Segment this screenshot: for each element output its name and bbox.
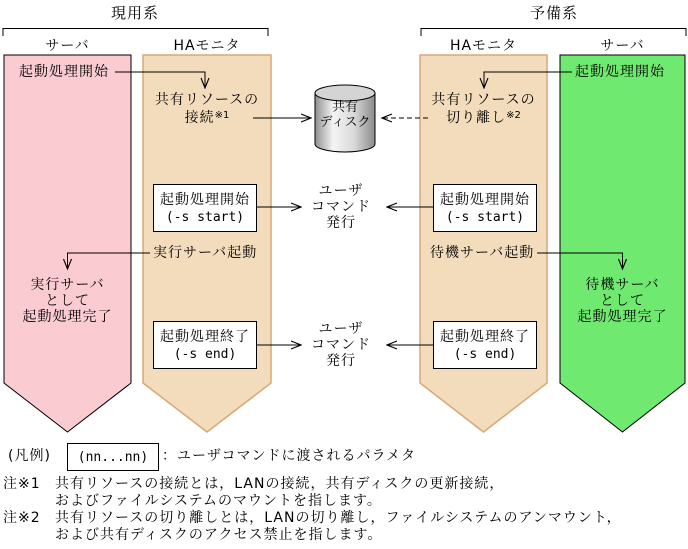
standby-complete-line2: として: [600, 293, 645, 309]
standby-disconnect-line2: 切り離し: [446, 110, 507, 126]
note1-line2: およびファイルシステムのマウントを指します。: [55, 493, 382, 509]
legend-label: (凡例): [8, 448, 51, 464]
standby-cmd-start-param: (-s start): [445, 209, 525, 225]
active-server-column: [4, 55, 131, 432]
shared-disk-top: [315, 85, 375, 101]
legend-param-text: (nn...nn): [77, 449, 149, 465]
user-command-top-line3: 発行: [326, 215, 356, 231]
legend-description: ：ユーザコマンドに渡されるパラメタ: [162, 448, 417, 464]
active-ha-header: HAモニタ: [173, 38, 241, 54]
standby-ha-header: HAモニタ: [449, 38, 518, 54]
active-system-bracket: [3, 29, 268, 37]
standby-complete-line3: 起動処理完了: [577, 309, 668, 325]
active-cmd-end-param: (-s end): [173, 346, 237, 362]
active-complete-label: [5, 277, 130, 325]
note2-line2: および共有ディスクのアクセス禁止を指します。: [55, 527, 383, 543]
active-complete-line1: 実行サーバ: [30, 277, 105, 293]
active-server-launch-label: 実行サーバ起動: [153, 245, 258, 261]
active-cmd-end-box: [153, 321, 257, 369]
shared-disk-line2: ディスク: [319, 115, 371, 130]
note2-line1: 共有リソースの切り離しとは，LANの切り離し，ファイルシステムのアンマウント，: [55, 510, 622, 526]
active-resource-connect-label: [145, 92, 269, 126]
standby-cmd-end-box: [433, 321, 537, 369]
active-server-header: サーバ: [45, 38, 90, 54]
standby-system-bracket: [421, 29, 686, 37]
note1-label: 注※1: [3, 476, 41, 492]
standby-system-title: 予備系: [529, 4, 578, 22]
active-connect-line1: 共有リソースの: [154, 92, 260, 108]
standby-cmd-start-label: 起動処理開始: [440, 191, 530, 208]
shared-disk-line1: 共有: [331, 100, 358, 115]
standby-server-column: [560, 55, 685, 432]
active-system-title: 現用系: [110, 4, 159, 22]
standby-cmd-end-label: 起動処理終了: [440, 328, 530, 345]
legend-param-box: [67, 443, 159, 471]
standby-server-header: サーバ: [600, 38, 645, 54]
standby-complete-label: [560, 277, 685, 325]
shared-disk-label: [315, 100, 375, 130]
active-cmd-start-label: 起動処理開始: [160, 191, 250, 208]
user-command-bottom-line3: 発行: [326, 353, 356, 369]
active-start-label: 起動処理開始: [19, 64, 109, 80]
standby-cmd-start-box: [433, 184, 537, 232]
standby-resource-disconnect-label: [420, 92, 547, 126]
standby-start-label: 起動処理開始: [575, 64, 665, 80]
standby-server-launch-label: 待機サーバ起動: [430, 245, 535, 261]
active-complete-line3: 起動処理完了: [22, 309, 113, 325]
active-cmd-end-label: 起動処理終了: [160, 328, 250, 345]
user-command-top-line1: ユーザ: [318, 183, 364, 199]
user-command-top-label: [303, 183, 379, 231]
active-connect-line2: 接続: [184, 110, 215, 126]
standby-complete-line1: 待機サーバ: [585, 277, 660, 293]
standby-cmd-end-param: (-s end): [453, 346, 517, 362]
user-command-bottom-line2: コマンド: [311, 337, 371, 353]
note2-label: 注※2: [3, 510, 41, 526]
note1-line1: 共有リソースの接続とは，LANの接続，共有ディスクの更新接続，: [55, 476, 505, 492]
active-cmd-start-box: [153, 184, 257, 232]
user-command-top-line2: コマンド: [311, 199, 371, 215]
active-connect-note-ref: ※1: [214, 110, 230, 121]
standby-disconnect-note-ref: ※2: [506, 110, 521, 121]
user-command-bottom-label: [303, 321, 379, 369]
active-complete-line2: として: [45, 293, 90, 309]
active-cmd-start-param: (-s start): [165, 209, 245, 225]
user-command-bottom-line1: ユーザ: [318, 321, 364, 337]
standby-disconnect-line1: 共有リソースの: [431, 92, 536, 108]
